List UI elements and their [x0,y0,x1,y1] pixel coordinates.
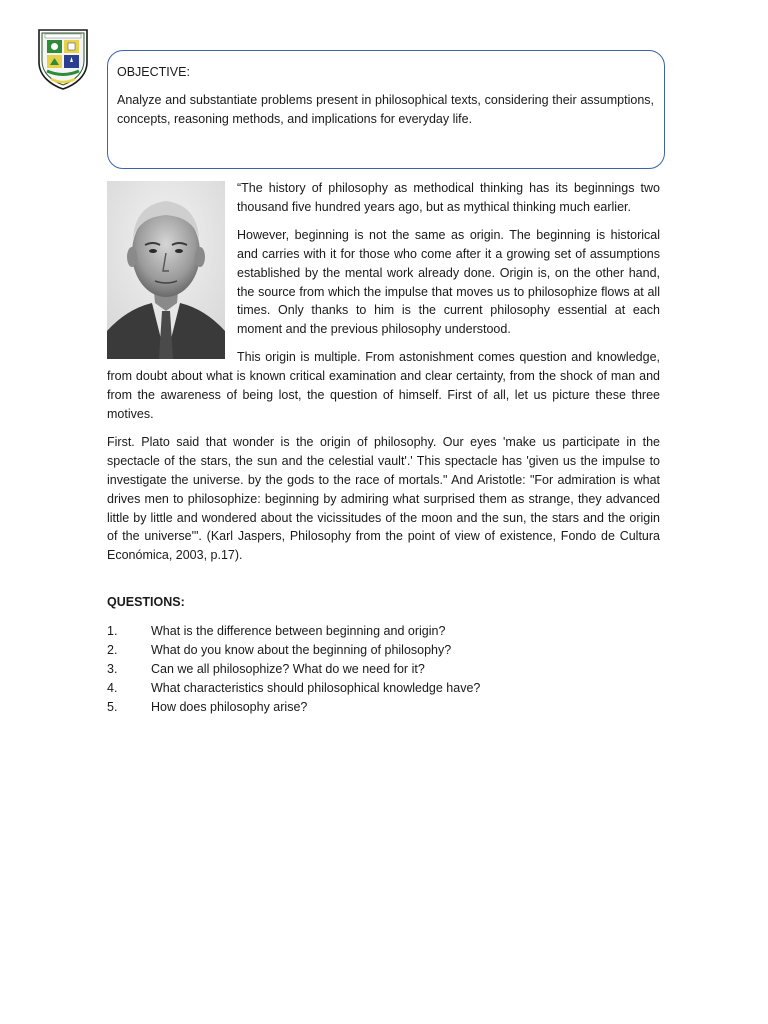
passage-paragraph-2: However, beginning is not the same as origin. The beginning is historical and carries with it for those who come after it a growing set of assumptions established by the mental work already done. Origin is, on the other hand, the source from which the impulse that moves us to philosophize flows at all times. Only thanks to him is the current philosophy essential at each moment and the previous philosophy understood. [237,227,660,337]
question-text: What do you know about the beginning of philosophy? [151,643,452,658]
question-text: What characteristics should philosophical knowledge have? [151,680,481,695]
question-text: What is the difference between beginning and origin? [151,624,446,639]
question-text: Can we all philosophize? What do we need for it? [151,661,425,676]
reading-passage [107,179,660,717]
question-item [107,622,660,641]
passage-paragraph-1: “The history of philosophy as methodical thinking has its beginnings two thousand five hundred years ago, but as mythical thinking much earlier. [237,181,660,214]
question-item [107,660,660,679]
questions-title: QUESTIONS: [107,595,185,610]
question-number: 3. [107,661,118,676]
school-crest-logo [37,28,89,90]
objective-title: OBJECTIVE: [117,65,190,79]
question-number: 4. [107,680,118,695]
question-item [107,679,660,698]
passage-paragraph-4: First. Plato said that wonder is the origin of philosophy. Our eyes 'make us participate in the spectacle of the stars, the sun and the celestial vault'.' This spectacle has 'given us the impulse to investigate the universe. by the gods to the race of mortals." And Aristotle: "For admiration is what drives men to philosophize: beginning by admiring what surprised them as strange, they advanced little by little and wondered about the vicissitudes of the moon and the sun, the stars and the origin of the universe'". (Karl Jaspers, Philosophy from the point of view of existence, Fondo de Cultura Económica, 2003, p.17). [107,434,660,563]
karl-jaspers-portrait [107,181,225,359]
question-item [107,641,660,660]
question-text: How does philosophy arise? [151,699,308,714]
questions-list [107,622,660,717]
objective-box [107,50,665,169]
passage-paragraph-3: This origin is multiple. From astonishment comes question and knowledge, from doubt about what is known critical examination and clear certainty, from the shock of man and from the awareness of being lost, the question of himself. First of all, let us picture these three motives. [107,350,660,421]
question-number: 2. [107,643,118,658]
question-number: 5. [107,699,118,714]
objective-text: Analyze and substantiate problems present in philosophical texts, considering their assumptions, concepts, reasoning methods, and implications for everyday life. [117,93,654,126]
question-number: 1. [107,624,118,639]
question-item [107,698,660,717]
